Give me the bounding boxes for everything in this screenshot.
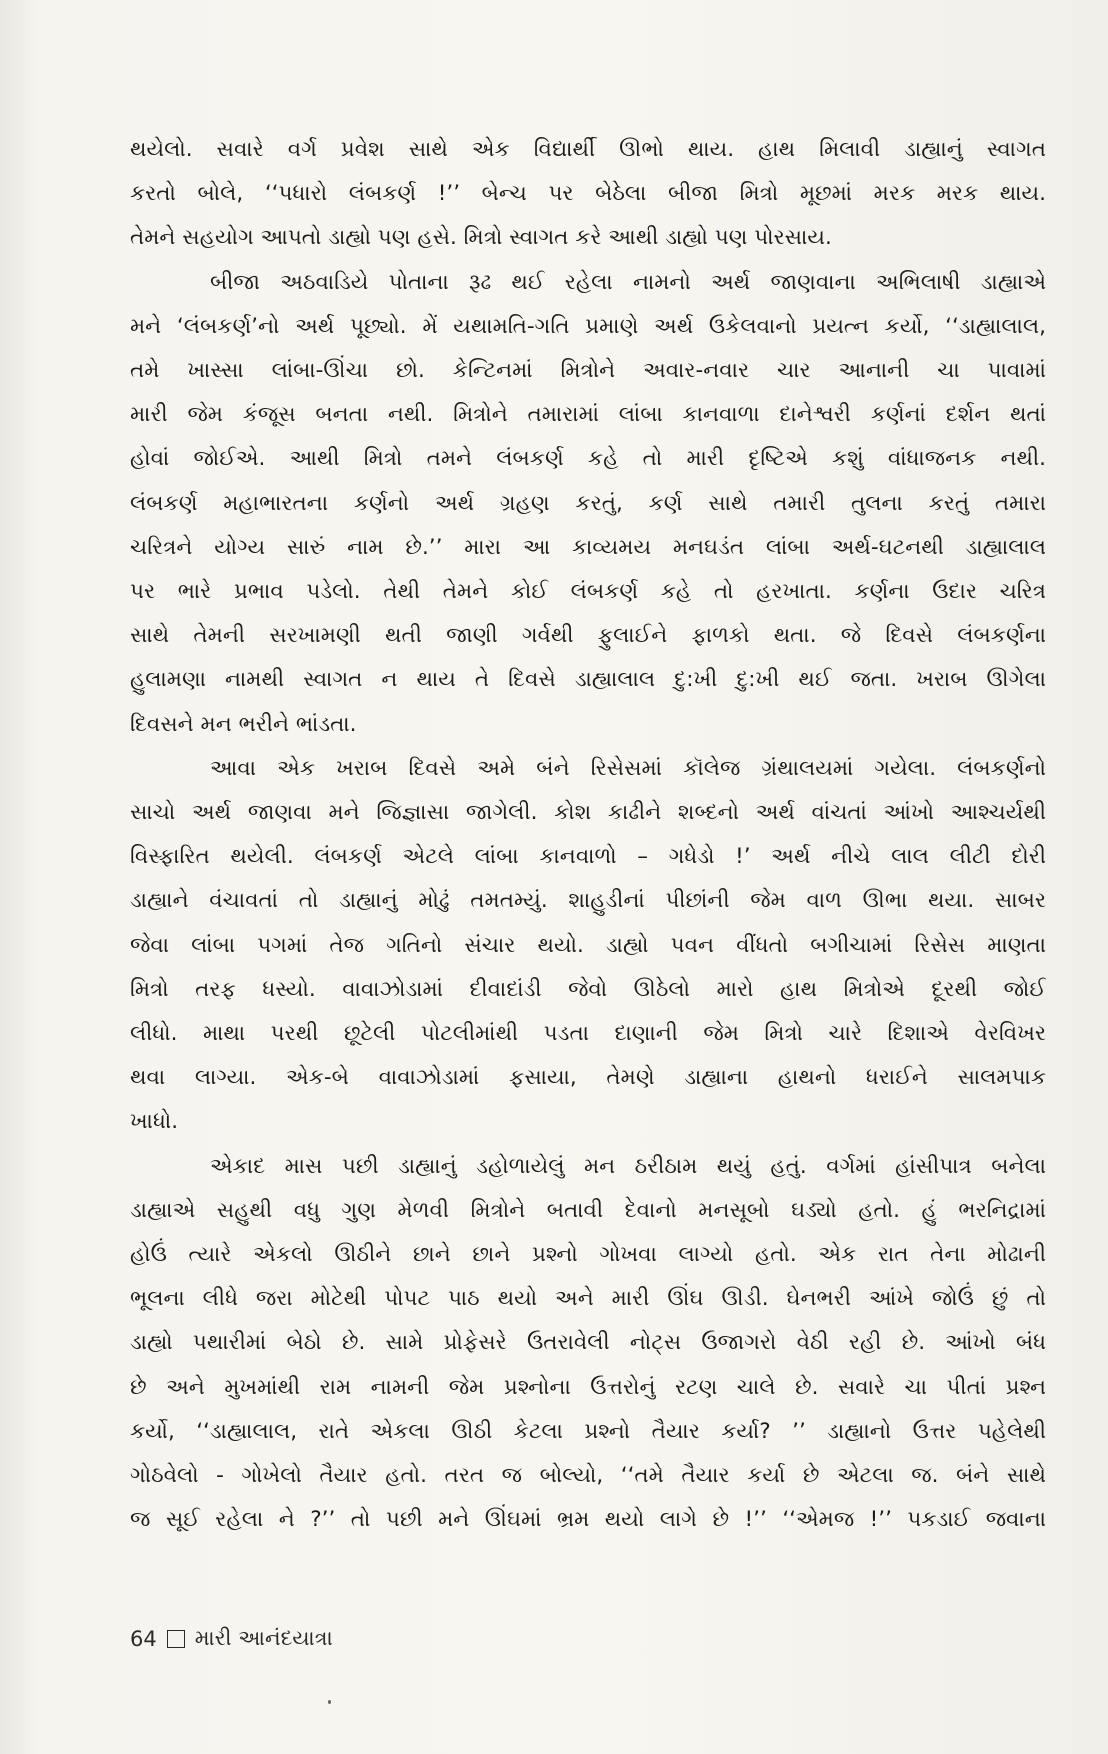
text-line: હોવાં જોઈએ. આથી મિત્રો તમને લંબકર્ણ કહે તો મારી દૃષ્ટિએ કશું વાંધાજનક નથી. bbox=[130, 446, 1046, 472]
text-line: સાથે તેમની સરખામણી થતી જાણી ગર્વથી ફુલાઈને ફાળકો થતા. જે દિવસે લંબકર્ણના bbox=[130, 623, 1046, 649]
text-line: ખાધો. bbox=[130, 1109, 179, 1135]
text-line: કર્યો, ‘‘ડાહ્યાલાલ, રાતે એકલા ઊઠી કેટલા પ્રશ્નો તૈયાર કર્યા? ’’ ડાહ્યાનો ઉત્તર પહેલેથી bbox=[130, 1418, 1046, 1444]
text-line: ડાહ્યાએ સહુથી વધુ ગુણ મેળવી મિત્રોને બતાવી દેવાનો મનસૂબો ઘડ્યો હતો. હું ભરનિદ્રામાં bbox=[130, 1197, 1046, 1223]
text-line: હુલામણા નામથી સ્વાગત ન થાય તે દિવસે ડાહ્યાલાલ દુ:ખી દુ:ખી થઈ જતા. ખરાબ ઊગેલા bbox=[130, 667, 1046, 693]
text-line: ભૂલના લીધે જરા મોટેથી પોપટ પાઠ થયો અને મારી ઊંઘ ઊડી. ઘેનભરી આંખે જોઉં છું તો bbox=[130, 1286, 1046, 1312]
text-line: થયેલો. સવારે વર્ગ પ્રવેશ સાથે એક વિદ્યાર્થી ઊભો થાય. હાથ મિલાવી ડાહ્યાનું સ્વાગત bbox=[130, 137, 1046, 162]
text-line: મિત્રો તરફ ધસ્યો. વાવાઝોડામાં દીવાદાંડી જેવો ઊઠેલો મારો હાથ મિત્રોએ દૂરથી જોઈ bbox=[130, 976, 1046, 1002]
text-line: લંબકર્ણ મહાભારતના કર્ણનો અર્થ ગ્રહણ કરતું, કર્ણ સાથે તમારી તુલના કરતું તમારા bbox=[130, 490, 1046, 516]
page-number: 64 bbox=[130, 1626, 157, 1651]
text-line: તમે ખાસ્સા લાંબા-ઊંચા છો. કેન્ટિનમાં મિત્રોને અવાર-નવાર ચાર આનાની ચા પાવામાં bbox=[130, 358, 1046, 384]
text-line: સાચો અર્થ જાણવા મને જિજ્ઞાસા જાગેલી. કોશ કાઢીને શબ્દનો અર્થ વાંચતાં આંખો આશ્ચર્યથી bbox=[130, 800, 1046, 826]
text-line: મને ‘લંબકર્ણ’નો અર્થ પૂછ્યો. મેં યથામતિ-ગતિ પ્રમાણે અર્થ ઉકેલવાનો પ્રયત્ન કર્યો, ‘‘ડાહ્યાલાલ, bbox=[130, 313, 1046, 339]
text-line: ડાહ્યો પથારીમાં બેઠો છે. સામે પ્રોફેસરે ઉતરાવેલી નોટ્સ ઉજાગરો વેઠી રહી છે. આંખો બંધ bbox=[130, 1330, 1046, 1356]
text-line: મારી જેમ કંજૂસ બનતા નથી. મિત્રોને તમારામાં લાંબા કાનવાળા દાનેશ્વરી કર્ણનાં દર્શન થતાં bbox=[130, 402, 1046, 428]
book-title: મારી આનંદયાત્રા bbox=[194, 1626, 333, 1650]
text-line: થવા લાગ્યા. એક-બે વાવાઝોડામાં ફસાયા, તેમણે ડાહ્યાના હાથનો ધરાઈને સાલમપાક bbox=[130, 1065, 1046, 1091]
square-box-icon bbox=[167, 1630, 185, 1648]
text-line: જ સૂઈ રહેલા ને ?’’ તો પછી મને ઊંઘમાં ભ્રમ થયો લાગે છે !’’ ‘‘એમજ !’’ પકડાઈ જવાના bbox=[130, 1507, 1046, 1533]
ink-speck bbox=[328, 1700, 331, 1704]
page-body bbox=[130, 128, 1046, 1543]
text-line: હોઉં ત્યારે એકલો ઊઠીને છાને છાને પ્રશ્નો ગોખવા લાગ્યો હતો. એક રાત તેના મોઢાની bbox=[130, 1242, 1046, 1268]
text-line: તેમને સહયોગ આપતો ડાહ્યો પણ હસે. મિત્રો સ્વાગત કરે આથી ડાહ્યો પણ પોરસાય. bbox=[130, 225, 832, 251]
text-line: ડાહ્યાને વંચાવતાં તો ડાહ્યાનું મોઢું તમતમ્યું. શાહુડીનાં પીછાંની જેમ વાળ ઊભા થયા. સાબર bbox=[130, 888, 1046, 914]
text-line: એકાદ માસ પછી ડાહ્યાનું ડહોળાયેલું મન ઠરીઠામ થયું હતું. વર્ગમાં હાંસીપાત્ર બનેલા bbox=[210, 1153, 1046, 1179]
page-footer bbox=[130, 1626, 333, 1651]
text-line: પર ભારે પ્રભાવ પડેલો. તેથી તેમને કોઈ લંબકર્ણ કહે તો હરખાતા. કર્ણના ઉદાર ચરિત્ર bbox=[130, 579, 1046, 605]
text-line: વિસ્ફારિત થયેલી. લંબકર્ણ એટલે લાંબા કાનવાળો – ગધેડો !’ અર્થ નીચે લાલ લીટી દોરી bbox=[130, 844, 1046, 870]
text-line: ચરિત્રને યોગ્ય સારું નામ છે.’’ મારા આ કાવ્યમય મનઘડંત લાંબા અર્થ-ઘટનથી ડાહ્યાલાલ bbox=[130, 534, 1046, 560]
text-line: છે અને મુખમાંથી રામ નામની જેમ પ્રશ્નોના ઉત્તરોનું રટણ ચાલે છે. સવારે ચા પીતાં પ્રશ્ન bbox=[130, 1374, 1046, 1400]
text-line: આવા એક ખરાબ દિવસે અમે બંને રિસેસમાં કૉલેજ ગ્રંથાલયમાં ગયેલા. લંબકર્ણનો bbox=[210, 755, 1046, 781]
text-line: લીધો. માથા પરથી છૂટેલી પોટલીમાંથી પડતા દાણાની જેમ મિત્રો ચારે દિશાએ વેરવિખર bbox=[130, 1021, 1046, 1047]
text-line: ગોઠવેલો - ગોખેલો તૈયાર હતો. તરત જ બોલ્યો, ‘‘તમે તૈયાર કર્યા છે એટલા જ. બંને સાથે bbox=[130, 1463, 1046, 1489]
text-line: કરતો બોલે, ‘‘પધારો લંબકર્ણ !’’ બેન્ચ પર બેઠેલા બીજા મિત્રો મૂછમાં મરક મરક થાય. bbox=[130, 181, 1046, 207]
text-line: દિવસને મન ભરીને ભાંડતા. bbox=[130, 711, 357, 737]
text-line: જેવા લાંબા પગમાં તેજ ગતિનો સંચાર થયો. ડાહ્યો પવન વીંધતો બગીચામાં રિસેસ માણતા bbox=[130, 932, 1046, 958]
text-line: બીજા અઠવાડિયે પોતાના રૂઢ થઈ રહેલા નામનો અર્થ જાણવાના અભિલાષી ડાહ્યાએ bbox=[210, 269, 1046, 295]
